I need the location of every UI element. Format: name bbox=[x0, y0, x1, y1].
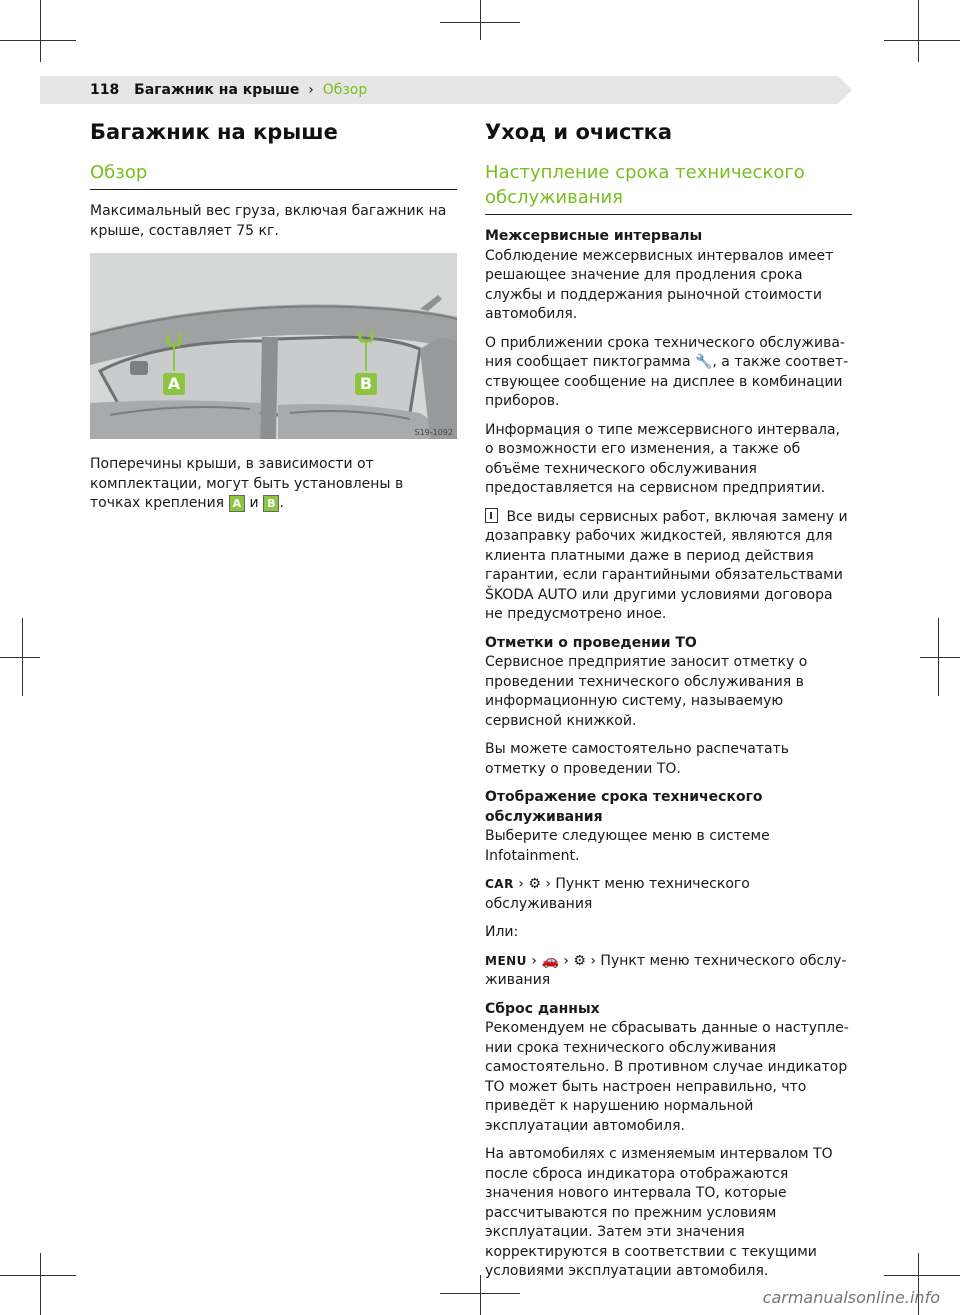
mount-point-b-key: B bbox=[263, 495, 279, 512]
crop-mark bbox=[884, 1275, 960, 1276]
service-intervals-heading: Межсервисные интервалы bbox=[485, 228, 703, 244]
section-title: Багажник на крыше bbox=[90, 120, 338, 144]
callout-a: A bbox=[163, 373, 185, 395]
crop-mark bbox=[884, 40, 960, 41]
service-intervals-block bbox=[485, 227, 852, 325]
reset-data-heading: Сброс данных bbox=[485, 1000, 600, 1017]
breadcrumb-separator: › bbox=[308, 82, 314, 98]
crop-mark bbox=[22, 618, 23, 696]
caption-text: Поперечины крыши, в зависимости от комплектации, могут быть установлены в точках крепления bbox=[90, 456, 404, 511]
car-button-icon: CAR bbox=[485, 877, 514, 891]
service-records-block bbox=[485, 634, 852, 732]
menu-path-text: › 🚗 › ⚙ › Пункт меню технического обслуживания bbox=[485, 952, 847, 988]
warranty-note bbox=[485, 508, 852, 625]
display-service-text: Выберите следующее меню в системе Infotainment. bbox=[485, 828, 770, 864]
car-interior-illustration bbox=[90, 253, 457, 439]
interval-info-text: Информация о типе межсервисного интервала, о возможности его изменения, а также об объёме технического обслуживания предоставляется на сервисном предприятии. bbox=[485, 421, 841, 496]
page-number: 118 bbox=[90, 82, 120, 98]
display-service-heading: Отображение срока технического обслуживания bbox=[485, 789, 763, 825]
crop-mark bbox=[918, 0, 919, 62]
figure-code: S19-1092 bbox=[414, 428, 453, 437]
crop-mark bbox=[480, 1275, 481, 1315]
reset-data-text: Рекомендуем не сбрасывать данные о наступлении срока технического обслуживания самостоятельно. В противном случае индикатор ТО может быть настроен неправильно, что приведёт к нарушению нормальной эксплуатации автомобиля. bbox=[485, 1020, 849, 1134]
info-note-icon bbox=[485, 508, 498, 523]
section-title-care: Уход и очистка bbox=[485, 120, 673, 144]
watermark: carmanualsonline.info bbox=[762, 1288, 940, 1307]
print-record-text: Вы можете самостоятельно распечатать отметку о проведении ТО. bbox=[485, 741, 789, 777]
roof-rack-figure bbox=[90, 253, 457, 439]
warranty-note-text: Все виды сервисных работ, включая замену и дозаправку рабочих жидкостей, являются для клиента платными даже в период действия гарантии, если гарантийными обязательствами ŠKODA AUTO или другими условиями договора не предусмотрено иное. bbox=[485, 508, 848, 622]
caption-and: и bbox=[249, 495, 259, 511]
crop-mark bbox=[0, 657, 40, 658]
crop-mark bbox=[938, 618, 939, 696]
menu-button-icon: MENU bbox=[485, 953, 527, 968]
car-menu-path bbox=[485, 875, 852, 914]
or-text: Или: bbox=[485, 924, 519, 940]
service-records-heading: Отметки о проведении ТО bbox=[485, 634, 697, 651]
callout-b: B bbox=[355, 373, 377, 395]
menu-path bbox=[485, 952, 852, 991]
breadcrumb-section: Багажник на крыше bbox=[134, 82, 300, 98]
crop-mark bbox=[920, 657, 960, 658]
left-column bbox=[90, 118, 457, 523]
service-records-text: Сервисное предприятие заносит отметку о проведении технического обслуживания в информационную систему, называемую сервисной книжкой. bbox=[485, 654, 808, 729]
variable-interval-text: На автомобилях с изменяемым интервалом ТО после сброса индикатора отображаются значения нового интервала ТО, которые рассчитываются по прежним условиям эксплуатации. Затем эти значения корректируются в соответствии с текущими условиями эксплуатации автомобиля. bbox=[485, 1146, 833, 1279]
crop-mark bbox=[0, 40, 76, 41]
crop-mark bbox=[40, 0, 41, 62]
figure-caption bbox=[90, 455, 457, 514]
reset-data-block bbox=[485, 1000, 852, 1137]
caption-end: . bbox=[279, 495, 284, 511]
running-header bbox=[90, 80, 367, 100]
right-column bbox=[485, 118, 852, 1291]
mount-point-a-key: A bbox=[229, 495, 246, 512]
display-service-block bbox=[485, 788, 852, 866]
breadcrumb-current: Обзор bbox=[322, 82, 368, 98]
crop-mark bbox=[40, 1253, 41, 1315]
section-subtitle: Обзор bbox=[90, 160, 457, 190]
section-subtitle-service: Наступление срока технического обслуживания bbox=[485, 160, 852, 215]
intro-text: Максимальный вес груза, включая багажник на крыше, составляет 75 кг. bbox=[90, 203, 447, 239]
crop-mark bbox=[0, 1275, 76, 1276]
header-bar-arrow bbox=[838, 76, 852, 104]
service-intervals-text: Соблюдение межсервисных интервалов имеет решающее значение для продления срока службы и поддержания рыночной стоимости автомобиля. bbox=[485, 247, 834, 322]
crop-mark bbox=[480, 0, 481, 40]
car-menu-path-text: › ⚙ › Пункт меню технического обслуживания bbox=[485, 876, 750, 912]
service-icon-text: О приближении срока технического обслуживания сообщает пиктограмма 🔧, а также соответствующее сообщение на дисплее в комбинации приборов. bbox=[485, 334, 849, 409]
